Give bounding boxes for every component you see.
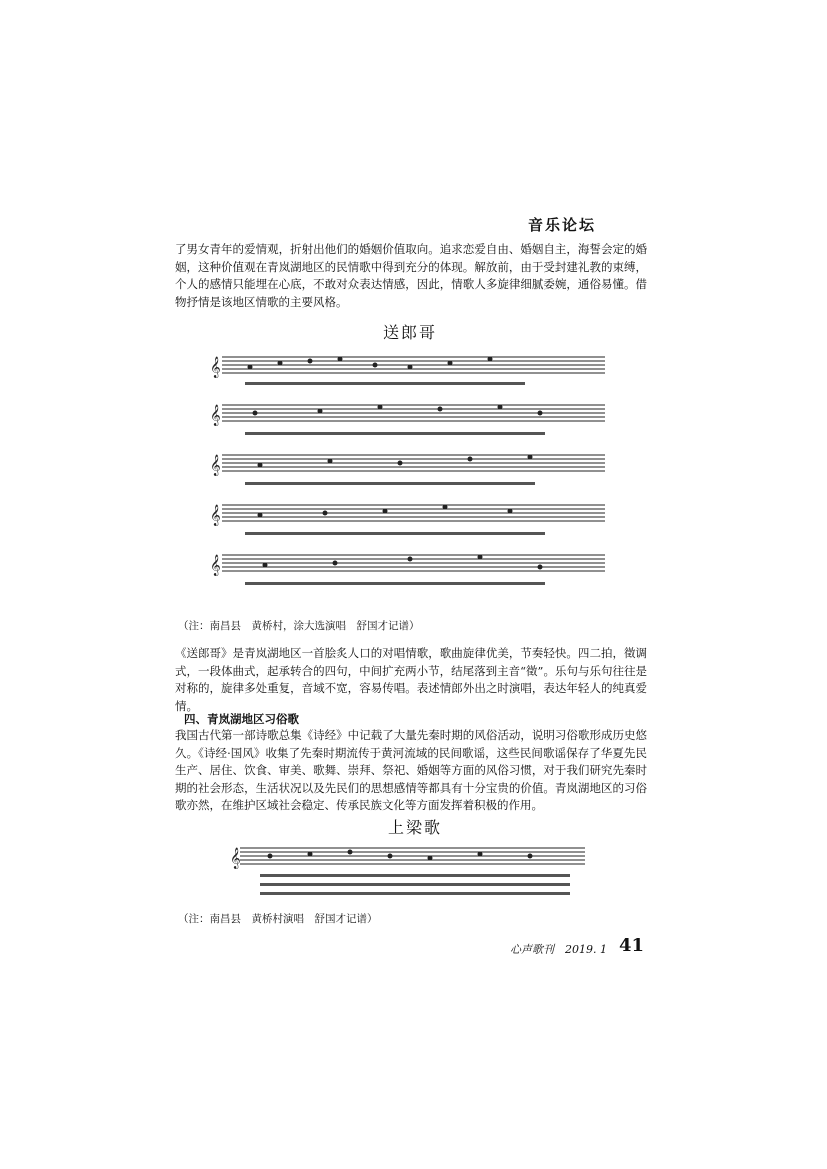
paragraph-songlangge-analysis: 《送郎哥》是青岚湖地区一首脍炙人口的对唱情歌，歌曲旋律优美，节奏轻快。四二拍，徵调式，一段体曲式，起承转合的四句，中间扩充两小节，结尾落到主音“徵”。乐句与乐句往往是对称的，旋律多处重复，音域不宽，容易传唱。表述情郎外出之时演唱，表达年轻人的纯真爱情。	[175, 646, 647, 713]
column-tag: 音乐论坛	[528, 216, 597, 234]
score-note-shanglianggge: （注：南昌县 黄桥村演唱 舒国才记谱）	[178, 913, 378, 925]
music-score-songlangge	[210, 343, 610, 603]
svg-text:𝄞: 𝄞	[230, 848, 241, 869]
page-number: 41	[619, 935, 645, 956]
staff-line-group-3	[222, 455, 605, 471]
svg-text:𝄞: 𝄞	[210, 505, 221, 526]
svg-text:𝄞: 𝄞	[210, 405, 221, 426]
treble-clefs	[210, 357, 221, 576]
song-title-songlangge: 送郎哥	[383, 323, 438, 342]
paragraph-folk-custom: 我国古代第一部诗歌总集《诗经》中记载了大量先秦时期的风俗活动，说明习俗歌形成历史悠久。《诗经·国风》收集了先秦时期流传于黄河流域的民间歌谣，这些民间歌谣保存了华夏先民生产、居住、饮食、审美、歌舞、崇拜、祭祀、婚姻等方面的风俗习惯，对于我们研究先秦时期的社会形态，生活状况以及先民们的思想感情等都具有十分宝贵的价值。青岚湖地区的习俗歌亦然，在维护区域社会稳定、传承民族文化等方面发挥着积极的作用。	[175, 728, 647, 812]
score-note-songlangge: （注：南昌县 黄桥村，涂大选演唱 舒国才记谱）	[178, 620, 420, 632]
section-heading: 四、青岚湖地区习俗歌	[184, 712, 299, 726]
svg-text:𝄞: 𝄞	[210, 555, 221, 576]
song-title-shanglianggge: 上梁歌	[388, 818, 443, 837]
staff-line-group-2	[222, 405, 605, 421]
staff-line-group-5	[222, 555, 605, 571]
svg-text:𝄞: 𝄞	[210, 455, 221, 476]
paragraph-intro: 了男女青年的爱情观，折射出他们的婚姻价值取向。追求恋爱自由、婚姻自主，海誓会定的婚姻，这种价值观在青岚湖地区的民情歌中得到充分的体现。解放前，由于受封建礼教的束缚，个人的感情只能埋在心底，不敢对众表达情感，因此，情歌人多旋律细腻委婉，通俗易懂。借物抒情是该地区情歌的主要风格。	[175, 242, 647, 309]
journal-footer: 心声歌刊 2019. 1	[510, 943, 607, 956]
staff-line-group-4	[222, 505, 605, 521]
music-score-shanglianggge	[230, 836, 590, 906]
svg-text:𝄞: 𝄞	[210, 357, 221, 378]
